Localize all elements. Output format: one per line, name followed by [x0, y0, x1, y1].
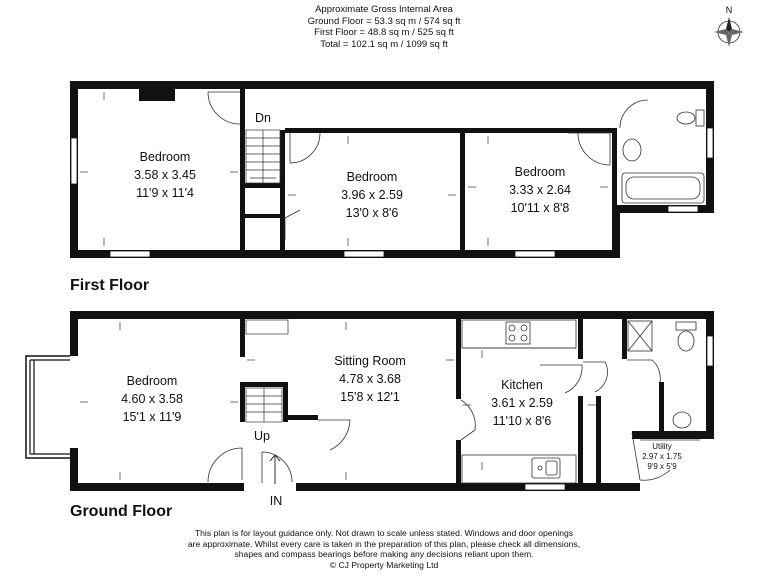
- ff-door-bed1: [208, 92, 240, 124]
- gf-wall-wc: [659, 382, 664, 434]
- gf-bedroom-metric: 4.60 x 3.58: [121, 392, 183, 406]
- ff-bed3-name: Bedroom: [514, 165, 566, 179]
- header-line-3: First Floor = 48.8 sq m / 525 sq ft: [314, 27, 454, 38]
- ff-bathroom-fixtures: [622, 110, 704, 203]
- ff-bed1-name: Bedroom: [139, 150, 191, 164]
- ff-bed2-imperial: 13'0 x 8'6: [345, 206, 399, 220]
- gf-wall-left-upper: [70, 311, 78, 356]
- ff-wall-bath-left: [612, 128, 617, 208]
- ff-bed1-metric: 3.58 x 3.45: [134, 168, 196, 182]
- ff-door-cupboard: [285, 210, 300, 240]
- gf-wall-bed-upper: [240, 319, 245, 357]
- first-floor-title: First Floor: [70, 277, 150, 294]
- gf-stairs-label: Up: [254, 429, 270, 443]
- ff-wall-top: [70, 81, 714, 89]
- gf-wall-stair-top: [245, 382, 283, 387]
- gf-sitting-imperial: 15'8 x 12'1: [340, 390, 400, 404]
- ff-bed1-imperial: 11'9 x 11'4: [136, 186, 194, 200]
- gf-wall-utility-bottom: [632, 431, 714, 439]
- ff-window-bed1: [110, 251, 150, 257]
- ff-window-bed2: [344, 251, 384, 257]
- ff-wall-bed2: [460, 128, 465, 250]
- gf-door-pantry: [540, 365, 582, 393]
- gf-door-utility: [583, 362, 607, 392]
- gf-sitting-name: Sitting Room: [334, 354, 406, 368]
- gf-wall-utility-upper: [578, 319, 583, 359]
- compass-north-label: N: [725, 5, 733, 15]
- ff-bed2-metric: 3.96 x 2.59: [341, 188, 403, 202]
- gf-wall-bottom-left: [70, 483, 244, 491]
- gf-sitting-metric: 4.78 x 3.68: [339, 372, 401, 386]
- disclaimer-line-2: are approximate. Whilst every care is taken in the preparation of this plan, please check all dimensions,: [187, 538, 581, 549]
- ff-chimney: [139, 89, 175, 101]
- ff-wall-bath-step: [612, 205, 620, 258]
- gf-window-kitchen: [525, 484, 565, 490]
- gf-bedroom-name: Bedroom: [126, 374, 178, 388]
- ff-wall-stair-bottom: [245, 183, 285, 188]
- ff-wall-stair-right: [280, 130, 285, 250]
- gf-utility-imperial: 9'9 x 5'9: [647, 462, 677, 471]
- gf-wall-stair-return: [288, 415, 318, 420]
- gf-wall-pantry: [596, 396, 601, 483]
- gf-wall-shower: [622, 319, 627, 359]
- disclaimer-line-1: This plan is for layout guidance only. Not drawn to scale unless stated. Windows and door openings: [194, 528, 574, 538]
- ff-stairs: [246, 130, 280, 183]
- ff-wall-landing: [285, 128, 615, 133]
- gf-wall-bed-lower: [240, 382, 245, 422]
- gf-door-kitchen: [461, 400, 475, 440]
- ff-door-bed3: [568, 133, 610, 165]
- disclaimer: [0, 528, 768, 570]
- gf-bedroom-imperial: 15'1 x 11'9: [122, 410, 182, 424]
- ff-wall-bath-bottom: [612, 205, 714, 213]
- gf-utility-name: Utility: [652, 442, 672, 451]
- gf-wall-bottom-right: [296, 483, 640, 491]
- ground-floor-plan: [26, 311, 714, 508]
- ff-window-left: [71, 138, 77, 184]
- ff-door-bath: [620, 100, 648, 128]
- gf-bay-window: [26, 356, 70, 458]
- ff-stairs-label: Dn: [255, 111, 271, 125]
- ff-door-bed2: [290, 133, 320, 163]
- entrance-arrow-icon: [270, 455, 280, 484]
- gf-door-shower: [627, 360, 660, 382]
- header-line-1: Approximate Gross Internal Area: [315, 4, 453, 15]
- disclaimer-line-3: shapes and compass bearings before making any decisions reliant upon them.: [234, 549, 534, 560]
- ff-bed3-metric: 3.33 x 2.64: [509, 183, 571, 197]
- ff-bed3-imperial: 10'11 x 8'8: [510, 201, 570, 215]
- gf-door-entrance-left: [208, 448, 242, 482]
- gf-wall-stair-right: [283, 382, 288, 422]
- header-line-4: Total = 102.1 sq m / 1099 sq ft: [320, 38, 448, 50]
- gf-utility-metric: 2.97 x 1.75: [642, 452, 682, 461]
- gf-wall-utility-lower: [578, 396, 583, 483]
- gf-kitchen-imperial: 11'10 x 8'6: [492, 414, 552, 428]
- ff-window-bath-bottom: [668, 206, 698, 212]
- header-line-2: Ground Floor = 53.3 sq m / 574 sq ft: [307, 15, 461, 27]
- disclaimer-line-4: © CJ Property Marketing Ltd: [329, 559, 439, 570]
- ground-floor-title: Ground Floor: [70, 503, 173, 520]
- ff-cupboard-wall: [245, 214, 285, 218]
- gf-wall-top: [70, 311, 714, 319]
- gf-door-sitting: [318, 420, 350, 450]
- gf-kitchen-name: Kitchen: [501, 378, 543, 392]
- gf-stairs: [246, 320, 288, 422]
- ff-window-bath: [707, 128, 713, 158]
- gf-wall-right: [706, 311, 714, 439]
- gf-entrance-label: IN: [269, 494, 283, 508]
- gf-window-utility: [707, 336, 713, 366]
- ff-wall-bed1: [240, 89, 245, 250]
- compass-icon: [714, 5, 744, 47]
- gf-kitchen-metric: 3.61 x 2.59: [491, 396, 553, 410]
- ff-bed2-name: Bedroom: [346, 170, 398, 184]
- gf-wall-kitchen-lower: [456, 440, 461, 483]
- first-floor-plan: [70, 81, 714, 258]
- ff-window-bed3: [515, 251, 555, 257]
- gf-wall-kitchen-upper: [456, 319, 461, 399]
